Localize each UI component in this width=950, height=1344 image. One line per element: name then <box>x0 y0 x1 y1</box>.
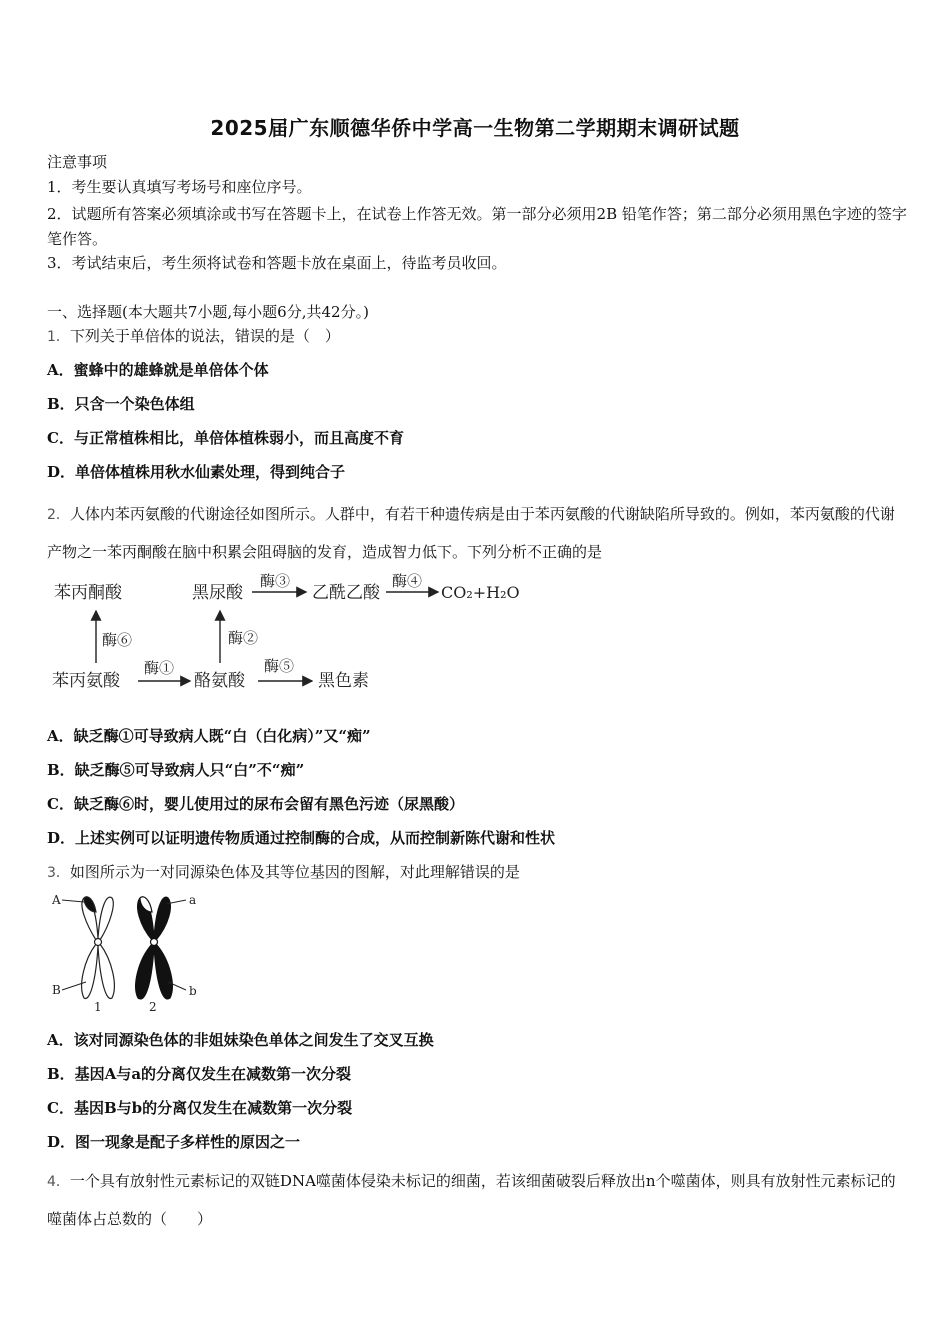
q2-option-b: B．缺乏酶⑤可导致病人只“白”不“痴” <box>47 761 305 779</box>
label-melanin: 黑色素 <box>318 671 369 691</box>
label-co2-h2o: CO₂+H₂O <box>441 583 520 602</box>
pointer-A <box>62 900 84 902</box>
q1-option-d: D．单倍体植株用秋水仙素处理，得到纯合子 <box>47 463 346 481</box>
chromosome-1 <box>82 897 115 999</box>
question-2-number: 2． <box>47 507 70 523</box>
question-1 <box>47 326 340 347</box>
chromosome-figure <box>50 890 210 1015</box>
label-phenylpyruvate: 苯丙酮酸 <box>54 583 122 603</box>
page-title: 2025届广东顺德华侨中学高一生物第二学期期末调研试题 <box>210 116 740 140</box>
label-acetoacetate: 乙酰乙酸 <box>312 583 380 603</box>
label-tyrosine: 酪氨酸 <box>194 671 245 691</box>
label-enzyme-3: 酶③ <box>260 572 291 590</box>
gene-label-a: a <box>189 893 197 907</box>
q2-option-c: C．缺乏酶⑥时，婴儿使用过的尿布会留有黑色污迹（尿黑酸） <box>47 795 464 813</box>
label-enzyme-6: 酶⑥ <box>102 631 133 649</box>
q3-option-a: A．该对同源染色体的非姐妹染色单体之间发生了交叉互换 <box>47 1031 434 1049</box>
question-2 <box>47 496 907 571</box>
metabolism-diagram <box>40 565 540 695</box>
notice-item-1: 1．考生要认真填写考场号和座位序号。 <box>47 178 312 196</box>
q1-option-a: A．蜜蜂中的雄蜂就是单倍体个体 <box>47 361 269 379</box>
question-3-stem: 如图所示为一对同源染色体及其等位基因的图解，对此理解错误的是 <box>69 863 520 881</box>
label-phenylalanine: 苯丙氨酸 <box>52 671 120 691</box>
q1-option-c: C．与正常植株相比，单倍体植株弱小，而且高度不育 <box>47 429 404 447</box>
label-enzyme-4: 酶④ <box>392 572 423 590</box>
label-enzyme-2: 酶② <box>228 629 259 647</box>
notice-heading: 注意事项 <box>47 153 108 171</box>
q3-option-b: B．基因A与a的分离仅发生在减数第一次分裂 <box>47 1065 352 1083</box>
chromosome-2 <box>136 897 173 999</box>
chromosome-number-2: 2 <box>149 1000 157 1014</box>
gene-label-A: A <box>52 893 61 907</box>
chromosome-number-1: 1 <box>94 1000 102 1014</box>
gene-label-b: b <box>189 984 197 998</box>
q3-option-d: D．图一现象是配子多样性的原因之一 <box>47 1133 301 1151</box>
q2-option-d: D．上述实例可以证明遗传物质通过控制酶的合成，从而控制新陈代谢和性状 <box>47 829 556 847</box>
question-4 <box>47 1163 907 1238</box>
label-enzyme-5: 酶⑤ <box>264 657 295 675</box>
question-3 <box>47 862 520 883</box>
section-heading: 一、选择题(本大题共7小题,每小题6分,共42分。) <box>47 303 369 321</box>
label-homogentisate: 黑尿酸 <box>192 583 243 603</box>
label-enzyme-1: 酶① <box>144 659 175 677</box>
notice-item-2: 2．试题所有答案必须填涂或书写在答题卡上，在试卷上作答无效。第一部分必须用2B 铅笔作答；第二部分必须用黑色字迹的签字笔作答。 <box>47 205 907 248</box>
question-3-number: 3． <box>47 865 70 881</box>
question-1-stem: 下列关于单倍体的说法，错误的是（ ） <box>69 327 340 345</box>
gene-label-B: B <box>52 983 61 997</box>
notice-item-3: 3．考试结束后，考生须将试卷和答题卡放在桌面上，待监考员收回。 <box>47 254 507 272</box>
q2-option-a: A．缺乏酶①可导致病人既“白（白化病）”又“痴” <box>47 727 371 745</box>
question-2-stem: 人体内苯丙氨酸的代谢途径如图所示。人群中，有若干种遗传病是由于苯丙氨酸的代谢缺陷所导致的。例如，苯丙氨酸的代谢产物之一苯丙酮酸在脑中积累会阻碍脑的发育，造成智力低下。下列分析不正确的是 <box>47 505 895 561</box>
question-4-stem: 一个具有放射性元素标记的双链DNA噬菌体侵染未标记的细菌，若该细菌破裂后释放出n个噬菌体，则具有放射性元素标记的噬菌体占总数的（ ） <box>47 1172 896 1228</box>
q3-option-c: C．基因B与b的分离仅发生在减数第一次分裂 <box>47 1099 353 1117</box>
question-4-number: 4． <box>47 1174 70 1190</box>
q1-option-b: B．只含一个染色体组 <box>47 395 195 413</box>
question-1-number: 1． <box>47 329 70 345</box>
